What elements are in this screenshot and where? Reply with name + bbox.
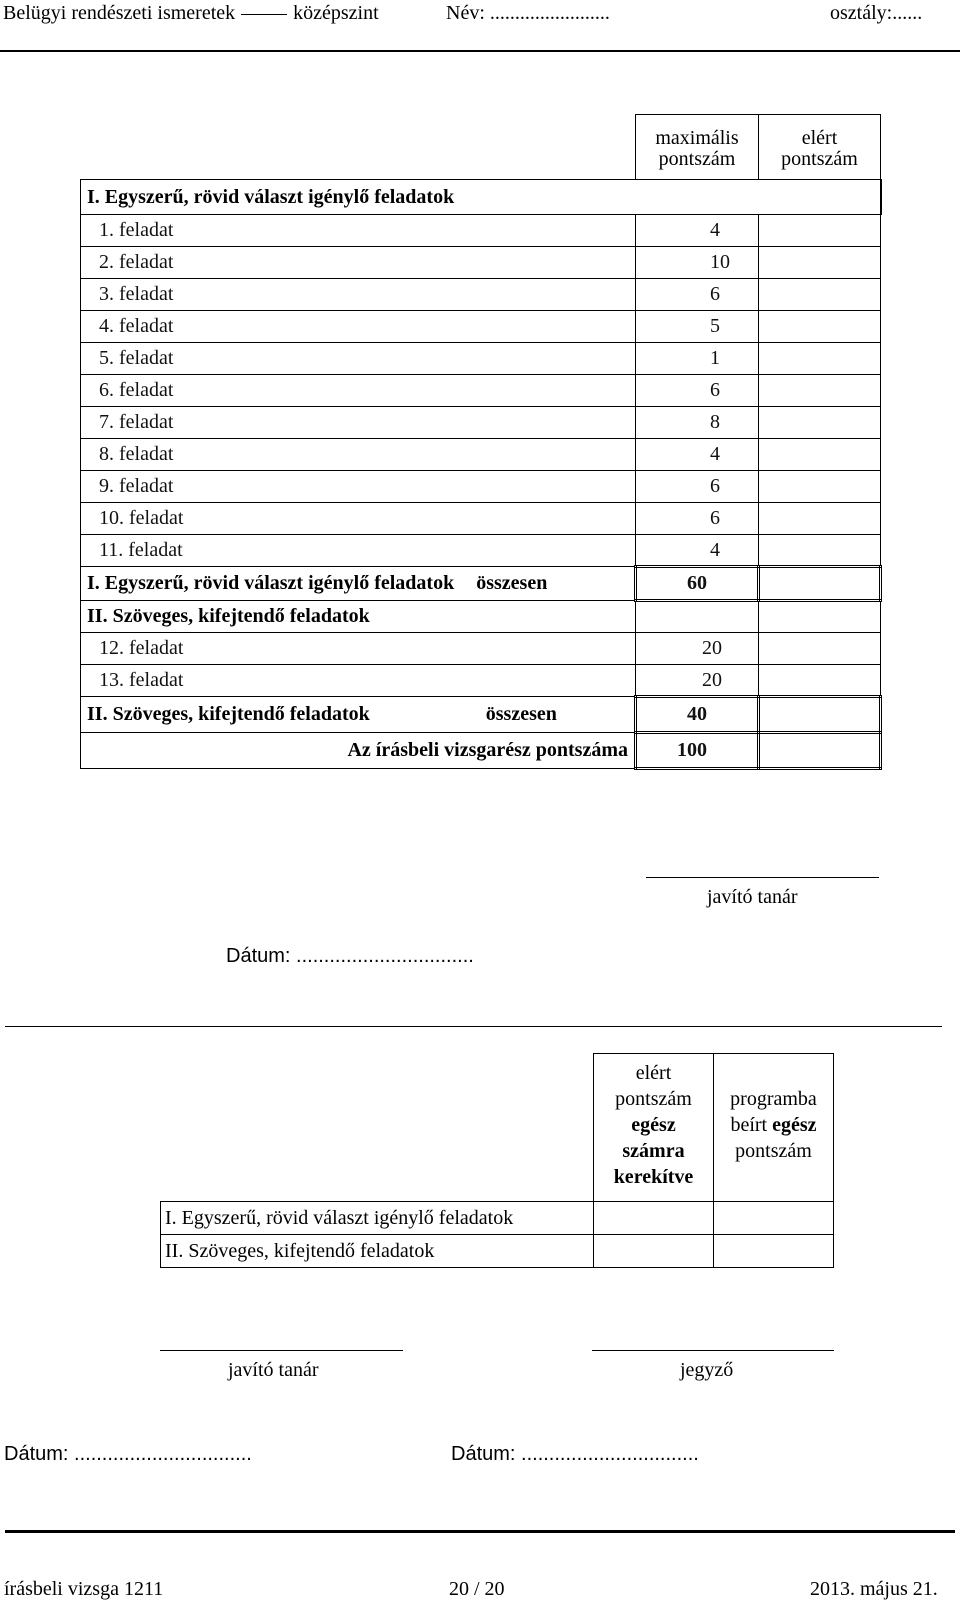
- footer-page-number: 20 / 20: [449, 1578, 505, 1600]
- max-points-header: maximális pontszám: [636, 115, 759, 180]
- footer-date: 2013. május 21.: [810, 1578, 938, 1600]
- task-max-points: 6: [636, 279, 759, 311]
- section2-sum-word: összesen: [485, 703, 557, 725]
- header-subject: Belügyi rendészeti ismeretek: [3, 2, 236, 24]
- task-earned-points[interactable]: [759, 247, 881, 279]
- task-earned-points[interactable]: [759, 407, 881, 439]
- header-dash: [241, 14, 287, 15]
- task-row-label: 2. feladat: [81, 247, 636, 279]
- section1-sum-value: 60: [636, 567, 759, 601]
- section2-sum-label: II. Szöveges, kifejtendő feladatok összesen: [81, 697, 636, 733]
- section2-title-max-blank: [636, 601, 759, 633]
- task-earned-points[interactable]: [759, 375, 881, 407]
- task-row-label: 13. feladat: [81, 665, 636, 697]
- date-field-left: Dátum: ................................: [4, 1443, 252, 1465]
- rounded-row-section2: II. Szöveges, kifejtendő feladatok: [161, 1235, 594, 1268]
- task-row-label: 5. feladat: [81, 343, 636, 375]
- signature-role-notary: jegyző: [680, 1359, 734, 1381]
- section1-sum-label: I. Egyszerű, rövid választ igénylő feladatok összesen: [81, 567, 636, 601]
- task-max-points: 6: [636, 503, 759, 535]
- section-separator: [5, 1026, 942, 1027]
- task-earned-points[interactable]: [759, 535, 881, 567]
- section2-title-earned-blank: [759, 601, 881, 633]
- task-row-label: 4. feladat: [81, 311, 636, 343]
- task-max-points: 20: [636, 665, 759, 697]
- signature-role-corrector: javító tanár: [707, 886, 798, 908]
- rounded-section1-cell[interactable]: [594, 1202, 714, 1235]
- task-earned-points[interactable]: [759, 439, 881, 471]
- task-max-points: 8: [636, 407, 759, 439]
- task-max-points: 1: [636, 343, 759, 375]
- header-level: középszint: [293, 2, 379, 24]
- task-row-label: 6. feladat: [81, 375, 636, 407]
- header-name-field: Név: ........................: [446, 2, 610, 24]
- task-max-points: 5: [636, 311, 759, 343]
- task-max-points: 4: [636, 439, 759, 471]
- task-max-points: 10: [636, 247, 759, 279]
- rounded-score-table: [160, 1053, 834, 1268]
- rounded-points-header: elért pontszám egész számra kerekítve: [594, 1054, 714, 1202]
- task-max-points: 6: [636, 471, 759, 503]
- task-earned-points[interactable]: [759, 503, 881, 535]
- task-row-label: 3. feladat: [81, 279, 636, 311]
- section1-title: I. Egyszerű, rövid választ igénylő feladatok: [81, 180, 881, 215]
- task-max-points: 4: [636, 215, 759, 247]
- footer-rule: [5, 1530, 955, 1533]
- task-row-label: 9. feladat: [81, 471, 636, 503]
- task-row-label: 7. feladat: [81, 407, 636, 439]
- task-earned-points[interactable]: [759, 471, 881, 503]
- rounded-table-corner: [161, 1054, 594, 1202]
- task-earned-points[interactable]: [759, 311, 881, 343]
- rounded-row-section1: I. Egyszerű, rövid választ igénylő feladatok: [161, 1202, 594, 1235]
- earned-points-header: elért pontszám: [759, 115, 881, 180]
- task-row-label: 1. feladat: [81, 215, 636, 247]
- total-earned[interactable]: [759, 733, 881, 769]
- rounded-section2-cell[interactable]: [594, 1235, 714, 1268]
- task-row-label: 11. feladat: [81, 535, 636, 567]
- program-section2-cell[interactable]: [714, 1235, 834, 1268]
- program-points-header: programba beírt egész pontszám: [714, 1054, 834, 1202]
- task-max-points: 6: [636, 375, 759, 407]
- task-earned-points[interactable]: [759, 215, 881, 247]
- total-value: 100: [636, 733, 759, 769]
- section2-sum-value: 40: [636, 697, 759, 733]
- signature-line: [646, 877, 879, 878]
- task-earned-points[interactable]: [759, 633, 881, 665]
- section2-sum-earned[interactable]: [759, 697, 881, 733]
- task-max-points: 20: [636, 633, 759, 665]
- task-row-label: 8. feladat: [81, 439, 636, 471]
- score-table-corner: [81, 115, 636, 180]
- date-field-right: Dátum: ................................: [451, 1443, 699, 1465]
- total-label: Az írásbeli vizsgarész pontszáma: [81, 733, 636, 769]
- task-earned-points[interactable]: [759, 279, 881, 311]
- task-row-label: 12. feladat: [81, 633, 636, 665]
- signature-line-corrector: [160, 1350, 403, 1351]
- section1-sum-earned[interactable]: [759, 567, 881, 601]
- task-row-label: 10. feladat: [81, 503, 636, 535]
- task-earned-points[interactable]: [759, 343, 881, 375]
- section1-sum-word: összesen: [476, 572, 548, 594]
- task-earned-points[interactable]: [759, 665, 881, 697]
- signature-line-notary: [592, 1350, 834, 1351]
- program-section1-cell[interactable]: [714, 1202, 834, 1235]
- header-title: [3, 2, 379, 25]
- signature-role-corrector: javító tanár: [228, 1359, 319, 1381]
- section2-title: II. Szöveges, kifejtendő feladatok: [81, 601, 636, 633]
- task-max-points: 4: [636, 535, 759, 567]
- date-field: Dátum: ................................: [226, 945, 474, 967]
- score-table: [80, 114, 882, 770]
- header-class-field: osztály:......: [830, 2, 923, 24]
- footer-exam-code: írásbeli vizsga 1211: [4, 1578, 164, 1600]
- header-rule: [0, 50, 960, 52]
